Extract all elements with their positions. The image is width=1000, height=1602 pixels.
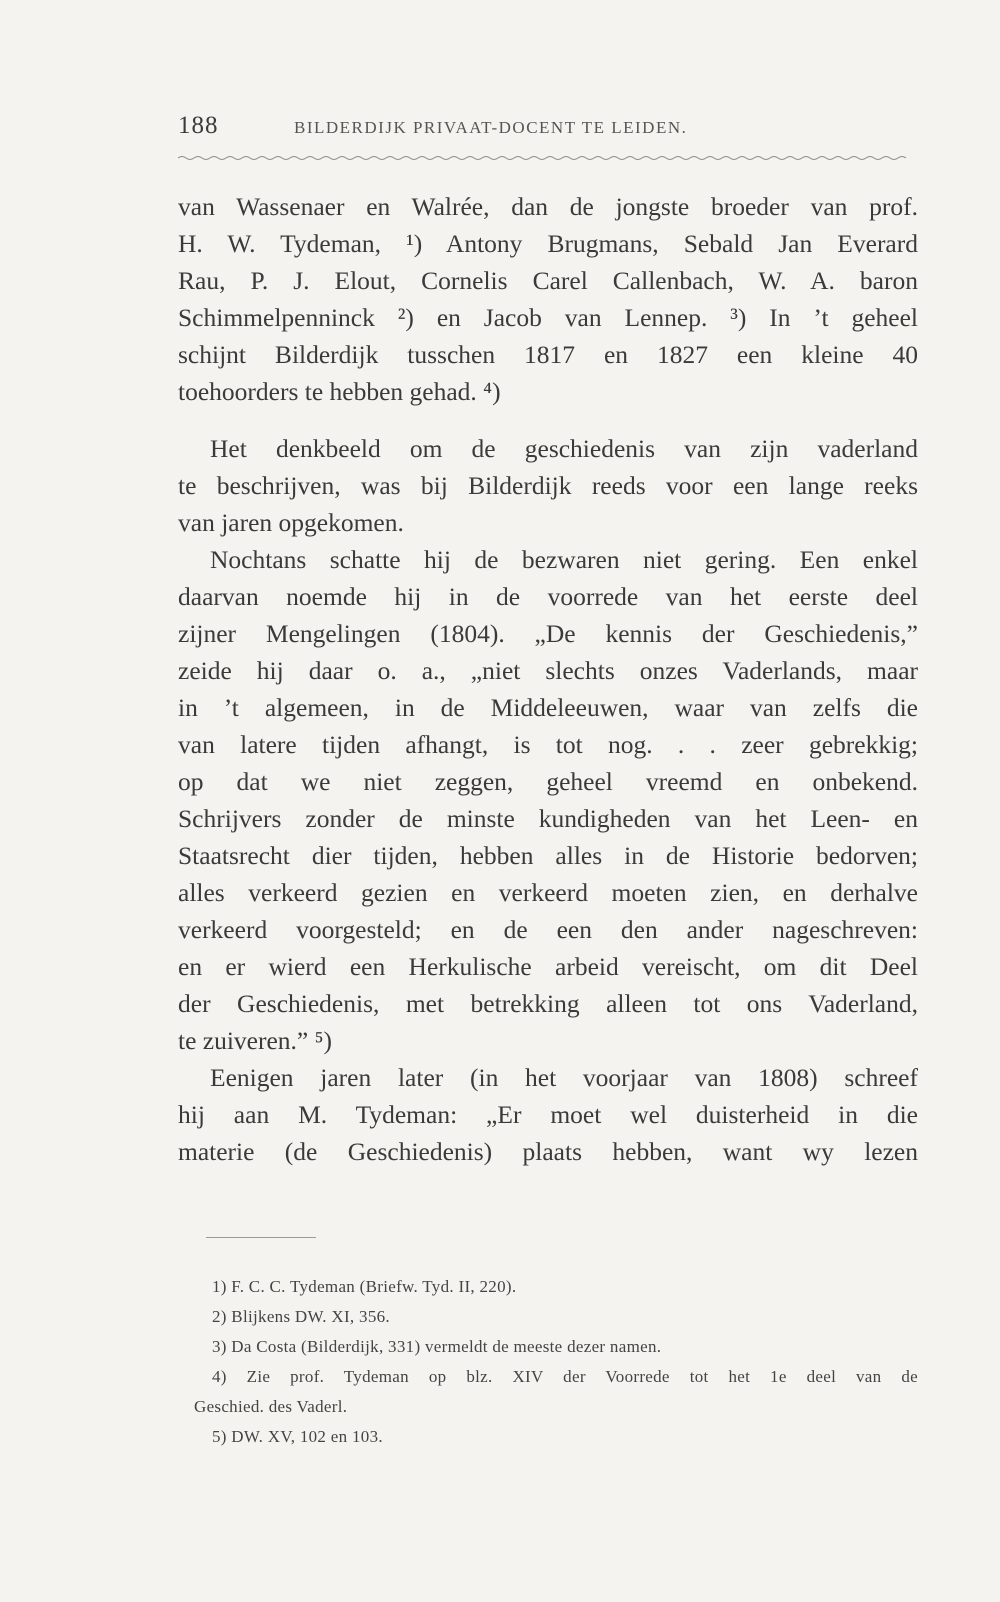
- footnote-line: Geschied. des Vaderl.: [194, 1397, 348, 1416]
- text-line: in ’t algemeen, in de Middeleeuwen, waar van zelfs die: [178, 693, 918, 722]
- text-line: Schimmelpenninck ²) en Jacob van Lennep. ³) In ’t geheel: [178, 303, 918, 332]
- text-line: Eenigen jaren later (in het voorjaar van 1808) schreef: [210, 1063, 918, 1092]
- text-line: van jaren opgekomen.: [178, 508, 404, 537]
- header-wavy-rule: [178, 154, 908, 162]
- text-line: zijner Mengelingen (1804). „De kennis der Geschiedenis,”: [178, 619, 918, 648]
- text-line: alles verkeerd gezien en verkeerd moeten zien, en derhalve: [178, 878, 918, 907]
- text-line: Het denkbeeld om de geschiedenis van zijn vaderland: [210, 434, 918, 463]
- footnote-line: 1) F. C. C. Tydeman (Briefw. Tyd. II, 220).: [212, 1277, 517, 1296]
- body-text: [178, 188, 918, 1170]
- running-head: BILDERDIJK PRIVAAT-DOCENT TE LEIDEN.: [294, 118, 688, 137]
- text-line: Schrijvers zonder de minste kundigheden van het Leen- en: [178, 804, 918, 833]
- text-line: Rau, P. J. Elout, Cornelis Carel Callenbach, W. A. baron: [178, 266, 918, 295]
- footnote-line: 5) DW. XV, 102 en 103.: [212, 1427, 383, 1446]
- text-line: materie (de Geschiedenis) plaats hebben, want wy lezen: [178, 1137, 918, 1166]
- text-line: op dat we niet zeggen, geheel vreemd en onbekend.: [178, 767, 918, 796]
- text-line: te zuiveren.” ⁵): [178, 1026, 333, 1055]
- footnote-line: 3) Da Costa (Bilderdijk, 331) vermeldt de meeste dezer namen.: [212, 1337, 662, 1356]
- page-header: [178, 112, 898, 152]
- text-line: H. W. Tydeman, ¹) Antony Brugmans, Sebald Jan Everard: [178, 229, 918, 258]
- text-line: Staatsrecht dier tijden, hebben alles in de Historie bedorven;: [178, 841, 918, 870]
- text-line: van Wassenaer en Walrée, dan de jongste broeder van prof.: [178, 192, 918, 221]
- footnote-separator: [206, 1237, 316, 1238]
- text-line: verkeerd voorgesteld; en de een den ander nageschreven:: [178, 915, 918, 944]
- page-number: 188: [178, 112, 219, 139]
- footnote-line: 2) Blijkens DW. XI, 356.: [212, 1307, 390, 1326]
- text-line: der Geschiedenis, met betrekking alleen tot ons Vaderland,: [178, 989, 918, 1018]
- text-line: schijnt Bilderdijk tusschen 1817 en 1827 een kleine 40: [178, 340, 918, 369]
- text-line: toehoorders te hebben gehad. ⁴): [178, 377, 501, 406]
- text-line: te beschrijven, was bij Bilderdijk reeds voor een lange reeks: [178, 471, 918, 500]
- text-line: zeide hij daar o. a., „niet slechts onzes Vaderlands, maar: [178, 656, 918, 685]
- footnotes: [194, 1272, 918, 1452]
- text-line: en er wierd een Herkulische arbeid vereischt, om dit Deel: [178, 952, 918, 981]
- text-line: hij aan M. Tydeman: „Er moet wel duisterheid in die: [178, 1100, 918, 1129]
- text-line: van latere tijden afhangt, is tot nog. . . zeer gebrekkig;: [178, 730, 918, 759]
- text-line: Nochtans schatte hij de bezwaren niet gering. Een enkel: [210, 545, 918, 574]
- text-line: daarvan noemde hij in de voorrede van het eerste deel: [178, 582, 918, 611]
- footnote-line: 4) Zie prof. Tydeman op blz. XIV der Voorrede tot het 1e deel van de: [212, 1367, 918, 1386]
